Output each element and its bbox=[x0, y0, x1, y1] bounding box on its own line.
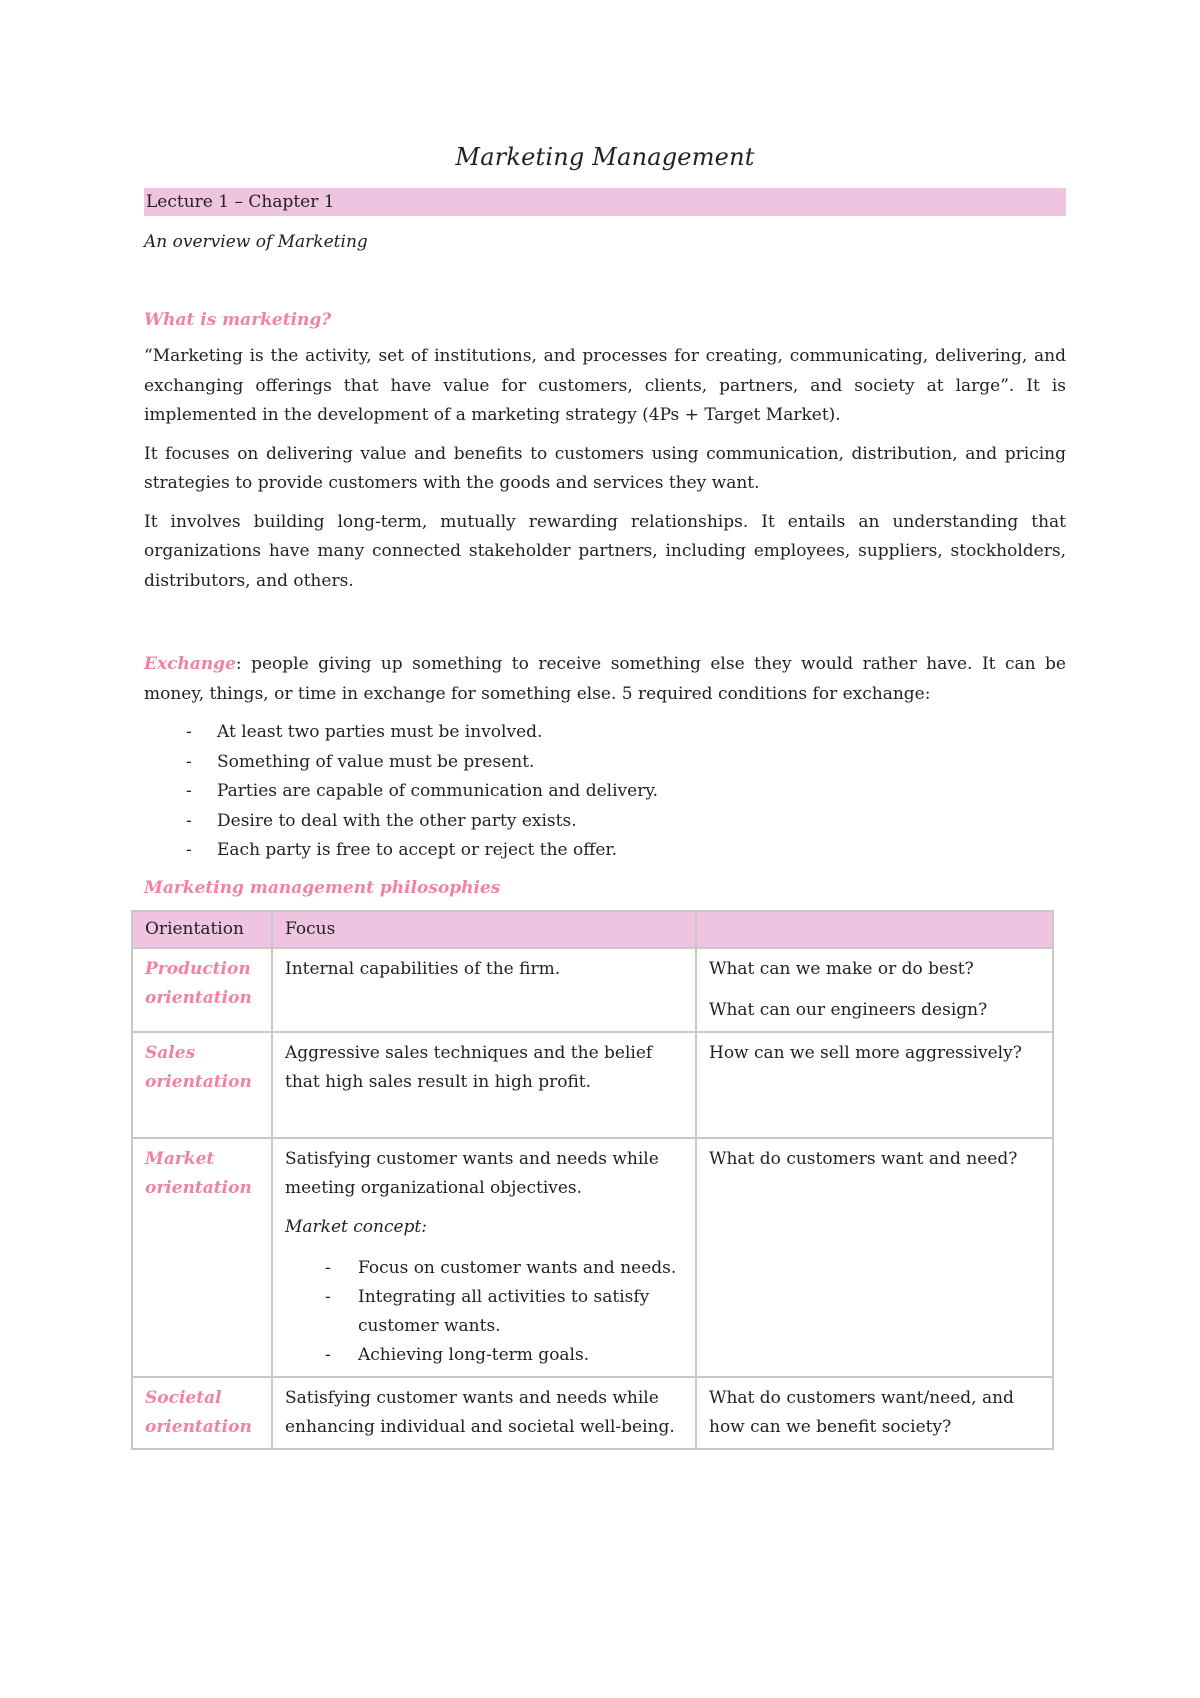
header-orientation: Orientation bbox=[132, 911, 272, 948]
lecture-heading: Lecture 1 – Chapter 1 bbox=[144, 188, 1066, 216]
orientation-label: Societal orientation bbox=[145, 1387, 252, 1437]
table-row bbox=[132, 948, 1053, 1032]
question-text: How can we sell more aggressively? bbox=[709, 1042, 1022, 1063]
exchange-definition: : people giving up something to receive something else they would rather have. It can be money, things, or time in exchange for something else. 5 required conditions for exchange: bbox=[144, 654, 1066, 704]
header-focus: Focus bbox=[272, 911, 696, 948]
focus-cell: Satisfying customer wants and needs while enhancing individual and societal well-being. bbox=[272, 1377, 696, 1449]
focus-cell: Aggressive sales techniques and the belief that high sales result in high profit. bbox=[272, 1032, 696, 1138]
market-concept-label: Market concept: bbox=[285, 1216, 427, 1237]
question-text: What do customers want and need? bbox=[709, 1148, 1018, 1169]
orientation-cell bbox=[132, 1138, 272, 1377]
market-concept-list bbox=[285, 1254, 683, 1370]
table-row bbox=[132, 1377, 1053, 1449]
focus-cell: Internal capabilities of the firm. bbox=[272, 948, 696, 1032]
orientation-cell bbox=[132, 1377, 272, 1449]
definition-paragraph: “Marketing is the activity, set of institutions, and processes for creating, communicating, delivering, and exchanging offerings that have value for customers, clients, partners, and society at large”. It is implemented in the development of a marketing strategy (4Ps + Target Market). bbox=[144, 346, 1066, 425]
focus-text: Satisfying customer wants and needs while meeting organizational objectives. bbox=[285, 1148, 659, 1198]
question-text: What can we make or do best? bbox=[709, 958, 974, 979]
list-item: - Each party is free to accept or reject the offer. bbox=[144, 836, 1066, 866]
list-item: - At least two parties must be involved. bbox=[144, 718, 1066, 748]
list-item: - Integrating all activities to satisfy customer wants. bbox=[285, 1283, 683, 1341]
relationships-paragraph: It involves building long-term, mutually rewarding relationships. It entails an understanding that organizations have many connected stakeholder partners, including employees, suppliers, stockholders, distributors, and others. bbox=[144, 511, 1066, 591]
table-row bbox=[132, 1138, 1053, 1377]
question-text: What can our engineers design? bbox=[709, 999, 988, 1020]
document-subtitle: An overview of Marketing bbox=[144, 232, 368, 252]
list-item: - Parties are capable of communication and delivery. bbox=[144, 777, 1066, 807]
table-header-row bbox=[132, 911, 1053, 948]
questions-cell bbox=[696, 1032, 1053, 1138]
section-heading-what-is-marketing: What is marketing? bbox=[144, 310, 332, 330]
exchange-paragraph bbox=[144, 650, 1066, 709]
section-heading-philosophies: Marketing management philosophies bbox=[144, 877, 501, 898]
questions-cell bbox=[696, 1377, 1053, 1449]
questions-cell bbox=[696, 1138, 1053, 1377]
header-questions bbox=[696, 911, 1053, 948]
table-row bbox=[132, 1032, 1053, 1138]
orientation-cell bbox=[132, 948, 272, 1032]
orientation-cell bbox=[132, 1032, 272, 1138]
document-title: Marketing Management bbox=[455, 143, 755, 171]
list-item: - Focus on customer wants and needs. bbox=[285, 1254, 683, 1283]
document-page bbox=[144, 140, 1066, 1437]
exchange-conditions-list bbox=[144, 718, 1066, 866]
list-item: - Desire to deal with the other party exists. bbox=[144, 807, 1066, 837]
focus-cell bbox=[272, 1138, 696, 1377]
questions-cell bbox=[696, 948, 1053, 1032]
philosophies-table bbox=[131, 910, 1054, 1450]
list-item: - Achieving long-term goals. bbox=[285, 1341, 683, 1370]
exchange-term: Exchange bbox=[144, 654, 236, 674]
orientation-label: Production orientation bbox=[145, 958, 252, 1008]
focus-paragraph: It focuses on delivering value and benefits to customers using communication, distribution, and pricing strategies to provide customers with the goods and services they want. bbox=[144, 443, 1066, 493]
list-item: - Something of value must be present. bbox=[144, 748, 1066, 778]
orientation-label: Market orientation bbox=[145, 1148, 252, 1198]
question-text: What do customers want/need, and how can we benefit society? bbox=[709, 1387, 1014, 1437]
orientation-label: Sales orientation bbox=[145, 1042, 252, 1092]
